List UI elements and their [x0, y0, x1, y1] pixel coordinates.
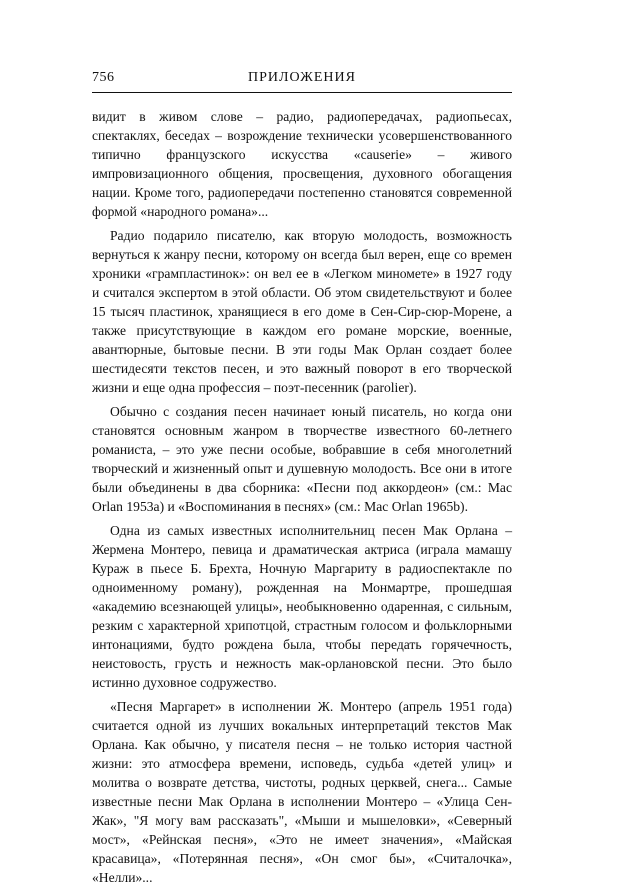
paragraph-5: «Песня Маргарет» в исполнении Ж. Монтеро (апрель 1951 года) считается одной из лучших вокальных интерпретаций текстов Мак Орлана. Как обычно, у писателя песня – не только история частной жизни: это атмосфера времени, исповедь, судьба «детей улиц» и молитва о возврате детства, чистоты, родных церквей, снега... Самые известные песни Мак Орлана в исполнении Монтеро – «Улица Сен-Жак», "Я могу вам рассказать", «Мыши и мышеловки», «Северный мост», «Рейнская песня», «Это не имеет значения», «Майская красавица», «Потерянная песня», «Он смог бы», «Считалочка», «Нелли»...	[92, 699, 512, 885]
paragraph-2: Радио подарило писателю, как вторую молодость, возможность вернуться к жанру песни, которому он всегда был верен, еще со времен хроники «грампластинок»: он вел ее в «Легком миномете» в 1927 году и считался экспертом в этой области. Об этом свидетельствуют и более 15 тысяч пластинок, хранящиеся в его доме в Сен-Сир-сюр-Морене, а также присутствующие в каждом его романе морские, военные, авантюрные, бытовые песни. В эти годы Мак Орлан создает более шестидесяти текстов песен, и это важный поворот в его творческой жизни и еще одна профессия – поэт-песенник (parolier).	[92, 228, 512, 395]
page-header	[92, 68, 512, 90]
paragraph-3: Обычно с создания песен начинает юный писатель, но когда они становятся основным жанром в творчестве известного 60-летнего романиста, – это уже песни особые, вобравшие в себя многолетний творческий и жизненный опыт и душевную молодость. Все они в итоге были объединены в два сборника: «Песни под аккордеон» (см.: Mac Orlan 1953a) и «Воспоминания в песнях» (см.: Mac Orlan 1965b).	[92, 404, 512, 514]
paragraph-1: видит в живом слове – радио, радиопередачах, радиопьесах, спектаклях, беседах – возрождение технически усовершенствованного типично французского искусства «causerie» – живого импровизационного общения, просвещения, духовного обогащения нации. Кроме того, радиопередачи постепенно становятся современной формой «народного романа»...	[92, 109, 512, 219]
running-head: ПРИЛОЖЕНИЯ	[248, 70, 356, 85]
header-rule	[92, 92, 512, 93]
paragraph-4: Одна из самых известных исполнительниц песен Мак Орлана – Жермена Монтеро, певица и драматическая актриса (играла мамашу Кураж в пьесе Б. Брехта, Ночную Маргариту в радиоспектакле по одноименному роману), рожденная на Монмартре, прошедшая «академию всезнающей улицы», необыкновенно одаренная, с сильным, резким с характерной хрипотцой, страстным голосом и фольклорными интонациями, будто рождена была, чтобы передать горячечность, неистовость, грусть и нежность мак-орлановской песни. Это было истинно духовное содружество.	[92, 523, 512, 690]
page-body	[92, 107, 512, 892]
page-number: 756	[92, 70, 115, 85]
